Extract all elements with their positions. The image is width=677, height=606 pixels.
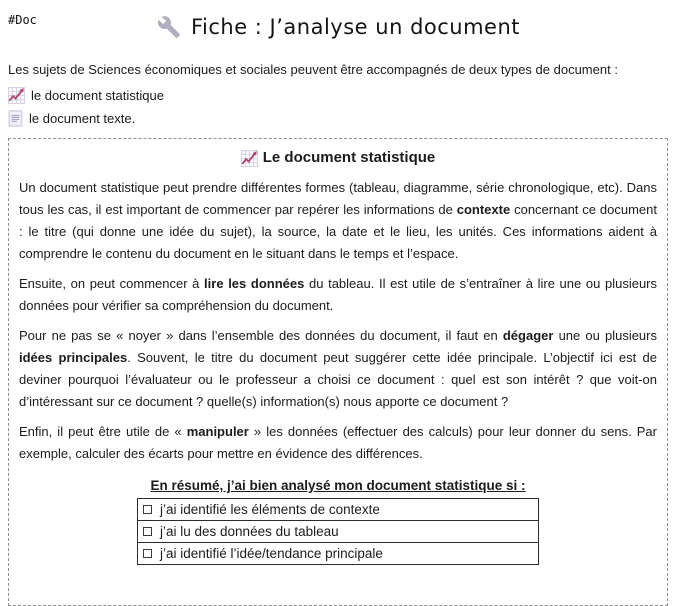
checkbox-icon[interactable] xyxy=(143,549,152,558)
paragraph-main-ideas: Pour ne pas se « noyer » dans l’ensemble des données du document, il faut en dégager une ou plusieurs idées principales. Souvent, le titre du document peut suggérer cette idée principale. L’objectif ici est de deviner pourquoi l’évaluateur ou le professeur a choisi ce document : quel est son intérêt ? que voit-on d’intéressant sur ce document ? quelle(s) information(s) nous apporte ce document ? xyxy=(19,328,657,409)
page-header xyxy=(0,10,677,44)
summary-section xyxy=(19,477,657,565)
checklist-label: j’ai identifié l’idée/tendance principale xyxy=(160,546,383,561)
page-title: Fiche : J’analyse un document xyxy=(190,15,521,39)
box-heading xyxy=(19,147,657,169)
summary-heading: En résumé, j’ai bien analysé mon document statistique si : xyxy=(150,478,526,493)
doc-type-label: le document statistique xyxy=(31,88,164,103)
wrench-icon xyxy=(157,15,181,39)
document-icon xyxy=(8,110,23,127)
line-chart-icon xyxy=(241,150,258,167)
paragraph-context: Un document statistique peut prendre différentes formes (tableau, diagramme, série chronologique, etc). Dans tous les cas, il est important de commencer par repérer les informations de contexte concernant ce document : le titre (qui donne une idée du sujet), la source, la date et le lieu, les unités. Ces informations aident à comprendre le contenu du document en le situant dans le temps et l’espace. xyxy=(19,180,657,261)
box-heading-label: Le document statistique xyxy=(262,149,436,166)
checklist-row xyxy=(138,521,539,543)
paragraph-read-data: Ensuite, on peut commencer à lire les données du tableau. Il est utile de s’entraîner à lire une ou plusieurs données pour vérifier sa compréhension du document. xyxy=(19,276,657,313)
line-chart-icon xyxy=(8,87,25,104)
checklist-row xyxy=(138,543,539,565)
checkbox-icon[interactable] xyxy=(143,505,152,514)
statistics-box xyxy=(8,138,668,606)
intro-lead: Les sujets de Sciences économiques et sociales peuvent être accompagnés de deux types de document : xyxy=(8,62,618,77)
doc-type-text xyxy=(8,107,669,130)
doc-type-label: le document texte. xyxy=(29,111,136,126)
checklist-label: j’ai identifié les éléments de contexte xyxy=(160,502,380,517)
intro-section xyxy=(8,59,669,130)
checklist-table xyxy=(137,498,539,565)
checklist-label: j’ai lu des données du tableau xyxy=(160,524,339,539)
paragraph-manipulate: Enfin, il peut être utile de « manipuler » les données (effectuer des calculs) pour leur donner du sens. Par exemple, calculer des écarts pour mettre en évidence des différences. xyxy=(19,424,657,461)
page-tag: #Doc xyxy=(8,13,37,27)
doc-type-statistic xyxy=(8,84,669,107)
checklist-row xyxy=(138,499,539,521)
checkbox-icon[interactable] xyxy=(143,527,152,536)
